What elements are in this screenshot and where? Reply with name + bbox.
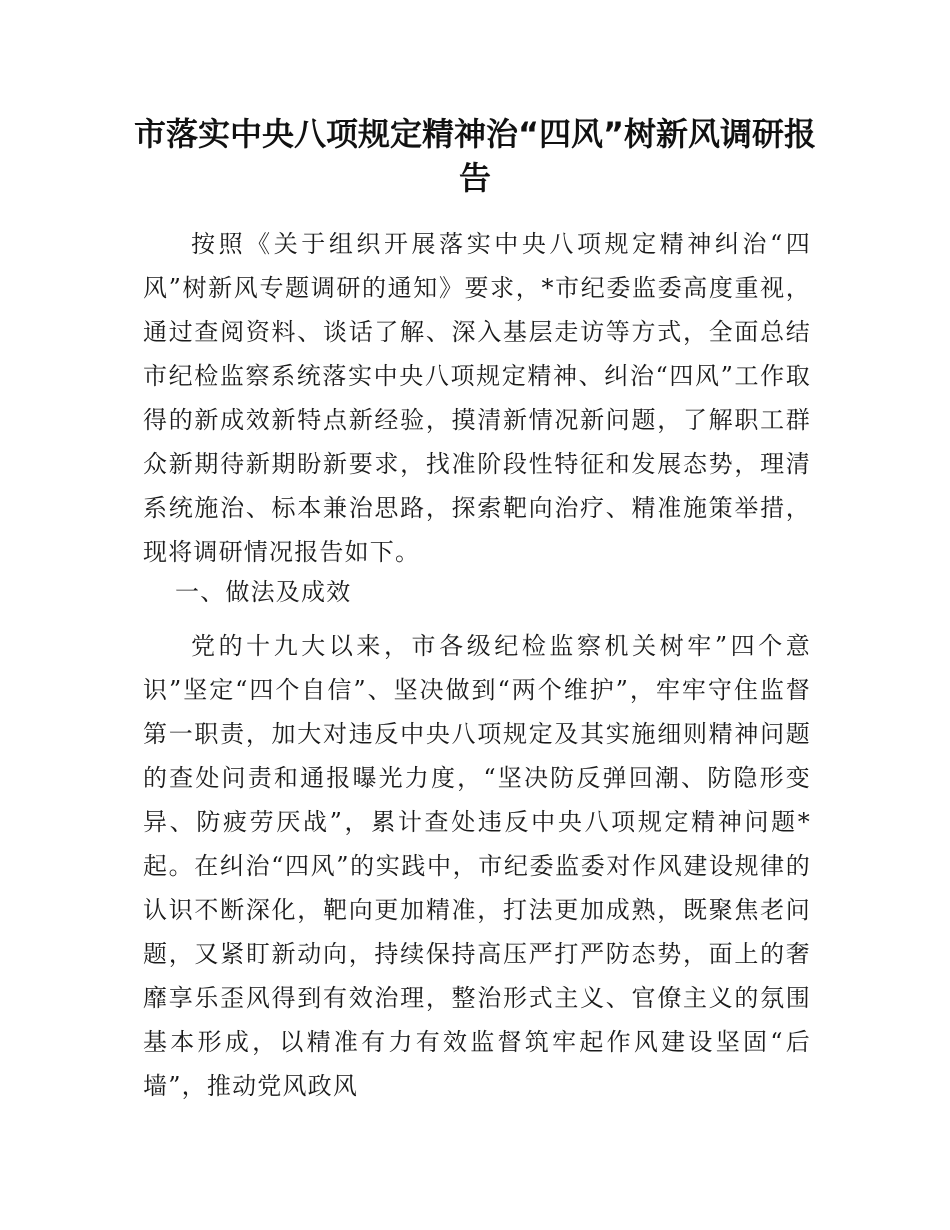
- document-title: 市落实中央八项规定精神治“四风”树新风调研报告: [133, 115, 817, 197]
- section-paragraph: 党的十九大以来，市各级纪检监察机关树牢”四个意识”坚定“四个自信”、坚决做到“两个维护”，牢牢守住监督第一职责，加大对违反中央八项规定及其实施细则精神问题的查处问责和通报曝光力度，“坚决防反弹回潮、防隐形变异、防疲劳厌战”，累计查处违反中央八项规定精神问题*起。在纠治“四风”的实践中，市纪委监委对作风建设规律的认识不断深化，靶向更加精准，打法更加成熟，既聚焦老问题，又紧盯新动向，持续保持高压严打严防态势，面上的奢靡享乐歪风得到有效治理，整治形式主义、官僚主义的氛围基本形成，以精准有力有效监督筑牢起作风建设坚固“后墙”，推动党风政风: [143, 632, 811, 1100]
- section-heading: 一、做法及成效: [175, 578, 352, 606]
- intro-paragraph: 按照《关于组织开展落实中央八项规定精神纠治“四风”树新风专题调研的通知》要求，*市纪委监委高度重视，通过查阅资料、谈话了解、深入基层走访等方式，全面总结市纪检监察系统落实中央八项规定精神、纠治“四风”工作取得的新成效新特点新经验，摸清新情况新问题，了解职工群众新期待新期盼新要求，找准阶段性特征和发展态势，理清系统施治、标本兼治思路，探索靶向治疗、精准施策举措，现将调研情况报告如下。: [143, 230, 811, 566]
